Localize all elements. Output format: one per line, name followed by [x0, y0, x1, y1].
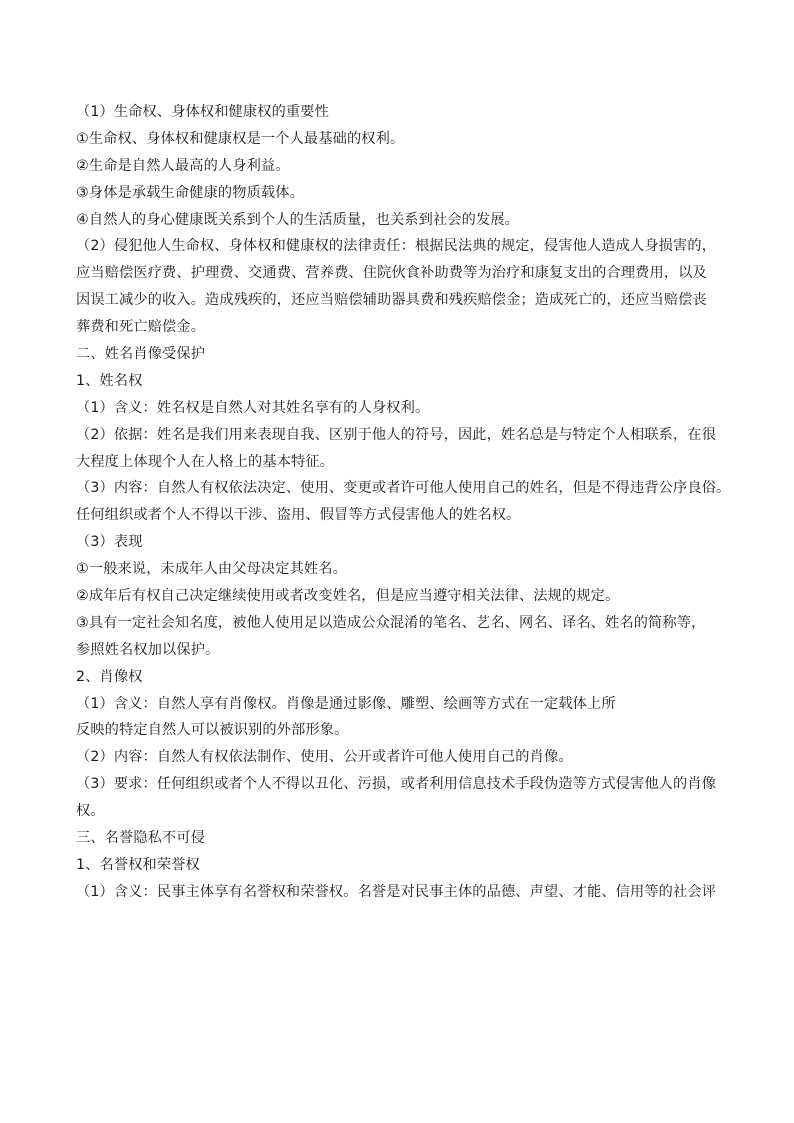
paragraph-line: 反映的特定自然人可以被识别的外部形象。 — [76, 722, 349, 739]
paragraph-line: 因误工减少的收入。造成残疾的，还应当赔偿辅助器具费和残疾赔偿金；造成死亡的，还应当赔偿丧 — [76, 292, 707, 309]
subsection-heading-portrait-right: 2、肖像权 — [76, 668, 143, 685]
paragraph-line: 任何组织或者个人不得以干涉、盗用、假冒等方式侵害他人的姓名权。 — [76, 507, 521, 524]
paragraph-line: （2）内容：自然人有权依法制作、使用、公开或者许可他人使用自己的肖像。 — [76, 749, 573, 766]
paragraph-line: 应当赔偿医疗费、护理费、交通费、营养费、住院伙食补助费等为治疗和康复支出的合理费用，以及 — [76, 265, 707, 282]
list-item: ③具有一定社会知名度，被他人使用足以造成公众混淆的笔名、艺名、网名、译名、姓名的简称等， — [76, 614, 706, 631]
paragraph-line: （1）含义：姓名权是自然人对其姓名享有的人身权利。 — [76, 399, 430, 416]
subheading-importance: （1）生命权、身体权和健康权的重要性 — [76, 104, 329, 120]
section-heading-name-portrait: 二、姓名肖像受保护 — [76, 346, 206, 363]
section-heading-reputation-privacy: 三、名誉隐私不可侵 — [76, 830, 206, 847]
paragraph-line: 权。 — [76, 803, 105, 820]
paragraph-line: （2）侵犯他人生命权、身体权和健康权的法律责任：根据民法典的规定，侵害他人造成人身损害的， — [76, 238, 717, 255]
list-item: ②成年后有权自己决定继续使用或者改变姓名，但是应当遵守相关法律、法规的规定。 — [76, 588, 620, 605]
paragraph-line: （1）含义：民事主体享有名誉权和荣誉权。名誉是对民事主体的品德、声望、才能、信用等的社会评 — [76, 883, 717, 900]
list-item: ③身体是承载生命健康的物质载体。 — [76, 184, 304, 201]
list-item: 参照姓名权加以保护。 — [76, 641, 220, 658]
subsection-heading-reputation-honor: 1、名誉权和荣誉权 — [76, 856, 200, 873]
paragraph-line: （1）含义：自然人享有肖像权。肖像是通过影像、雕塑、绘画等方式在一定载体上所 — [76, 695, 616, 712]
paragraph-line: （3）内容：自然人有权依法决定、使用、变更或者许可他人使用自己的姓名，但是不得违背公序良俗。 — [76, 480, 731, 497]
paragraph-line: 葬费和死亡赔偿金。 — [76, 319, 206, 336]
list-item: ②生命是自然人最高的人身利益。 — [76, 157, 290, 174]
list-item: ①生命权、身体权和健康权是一个人最基础的权利。 — [76, 130, 405, 147]
paragraph-line: 大程度上体现个人在人格上的基本特征。 — [76, 453, 335, 470]
paragraph-line: （2）依据：姓名是我们用来表现自我、区别于他人的符号，因此，姓名总是与特定个人相联系，在很 — [76, 426, 717, 443]
paragraph-line: （3）要求：任何组织或者个人不得以丑化、污损，或者利用信息技术手段伪造等方式侵害他人的肖像 — [76, 776, 717, 793]
list-item: ①一般来说，未成年人由父母决定其姓名。 — [76, 561, 347, 578]
document-body — [76, 99, 731, 906]
subheading-manifestation: （3）表现 — [76, 534, 143, 551]
list-item: ④自然人的身心健康既关系到个人的生活质量，也关系到社会的发展。 — [76, 211, 519, 228]
subsection-heading-name-right: 1、姓名权 — [76, 372, 143, 389]
